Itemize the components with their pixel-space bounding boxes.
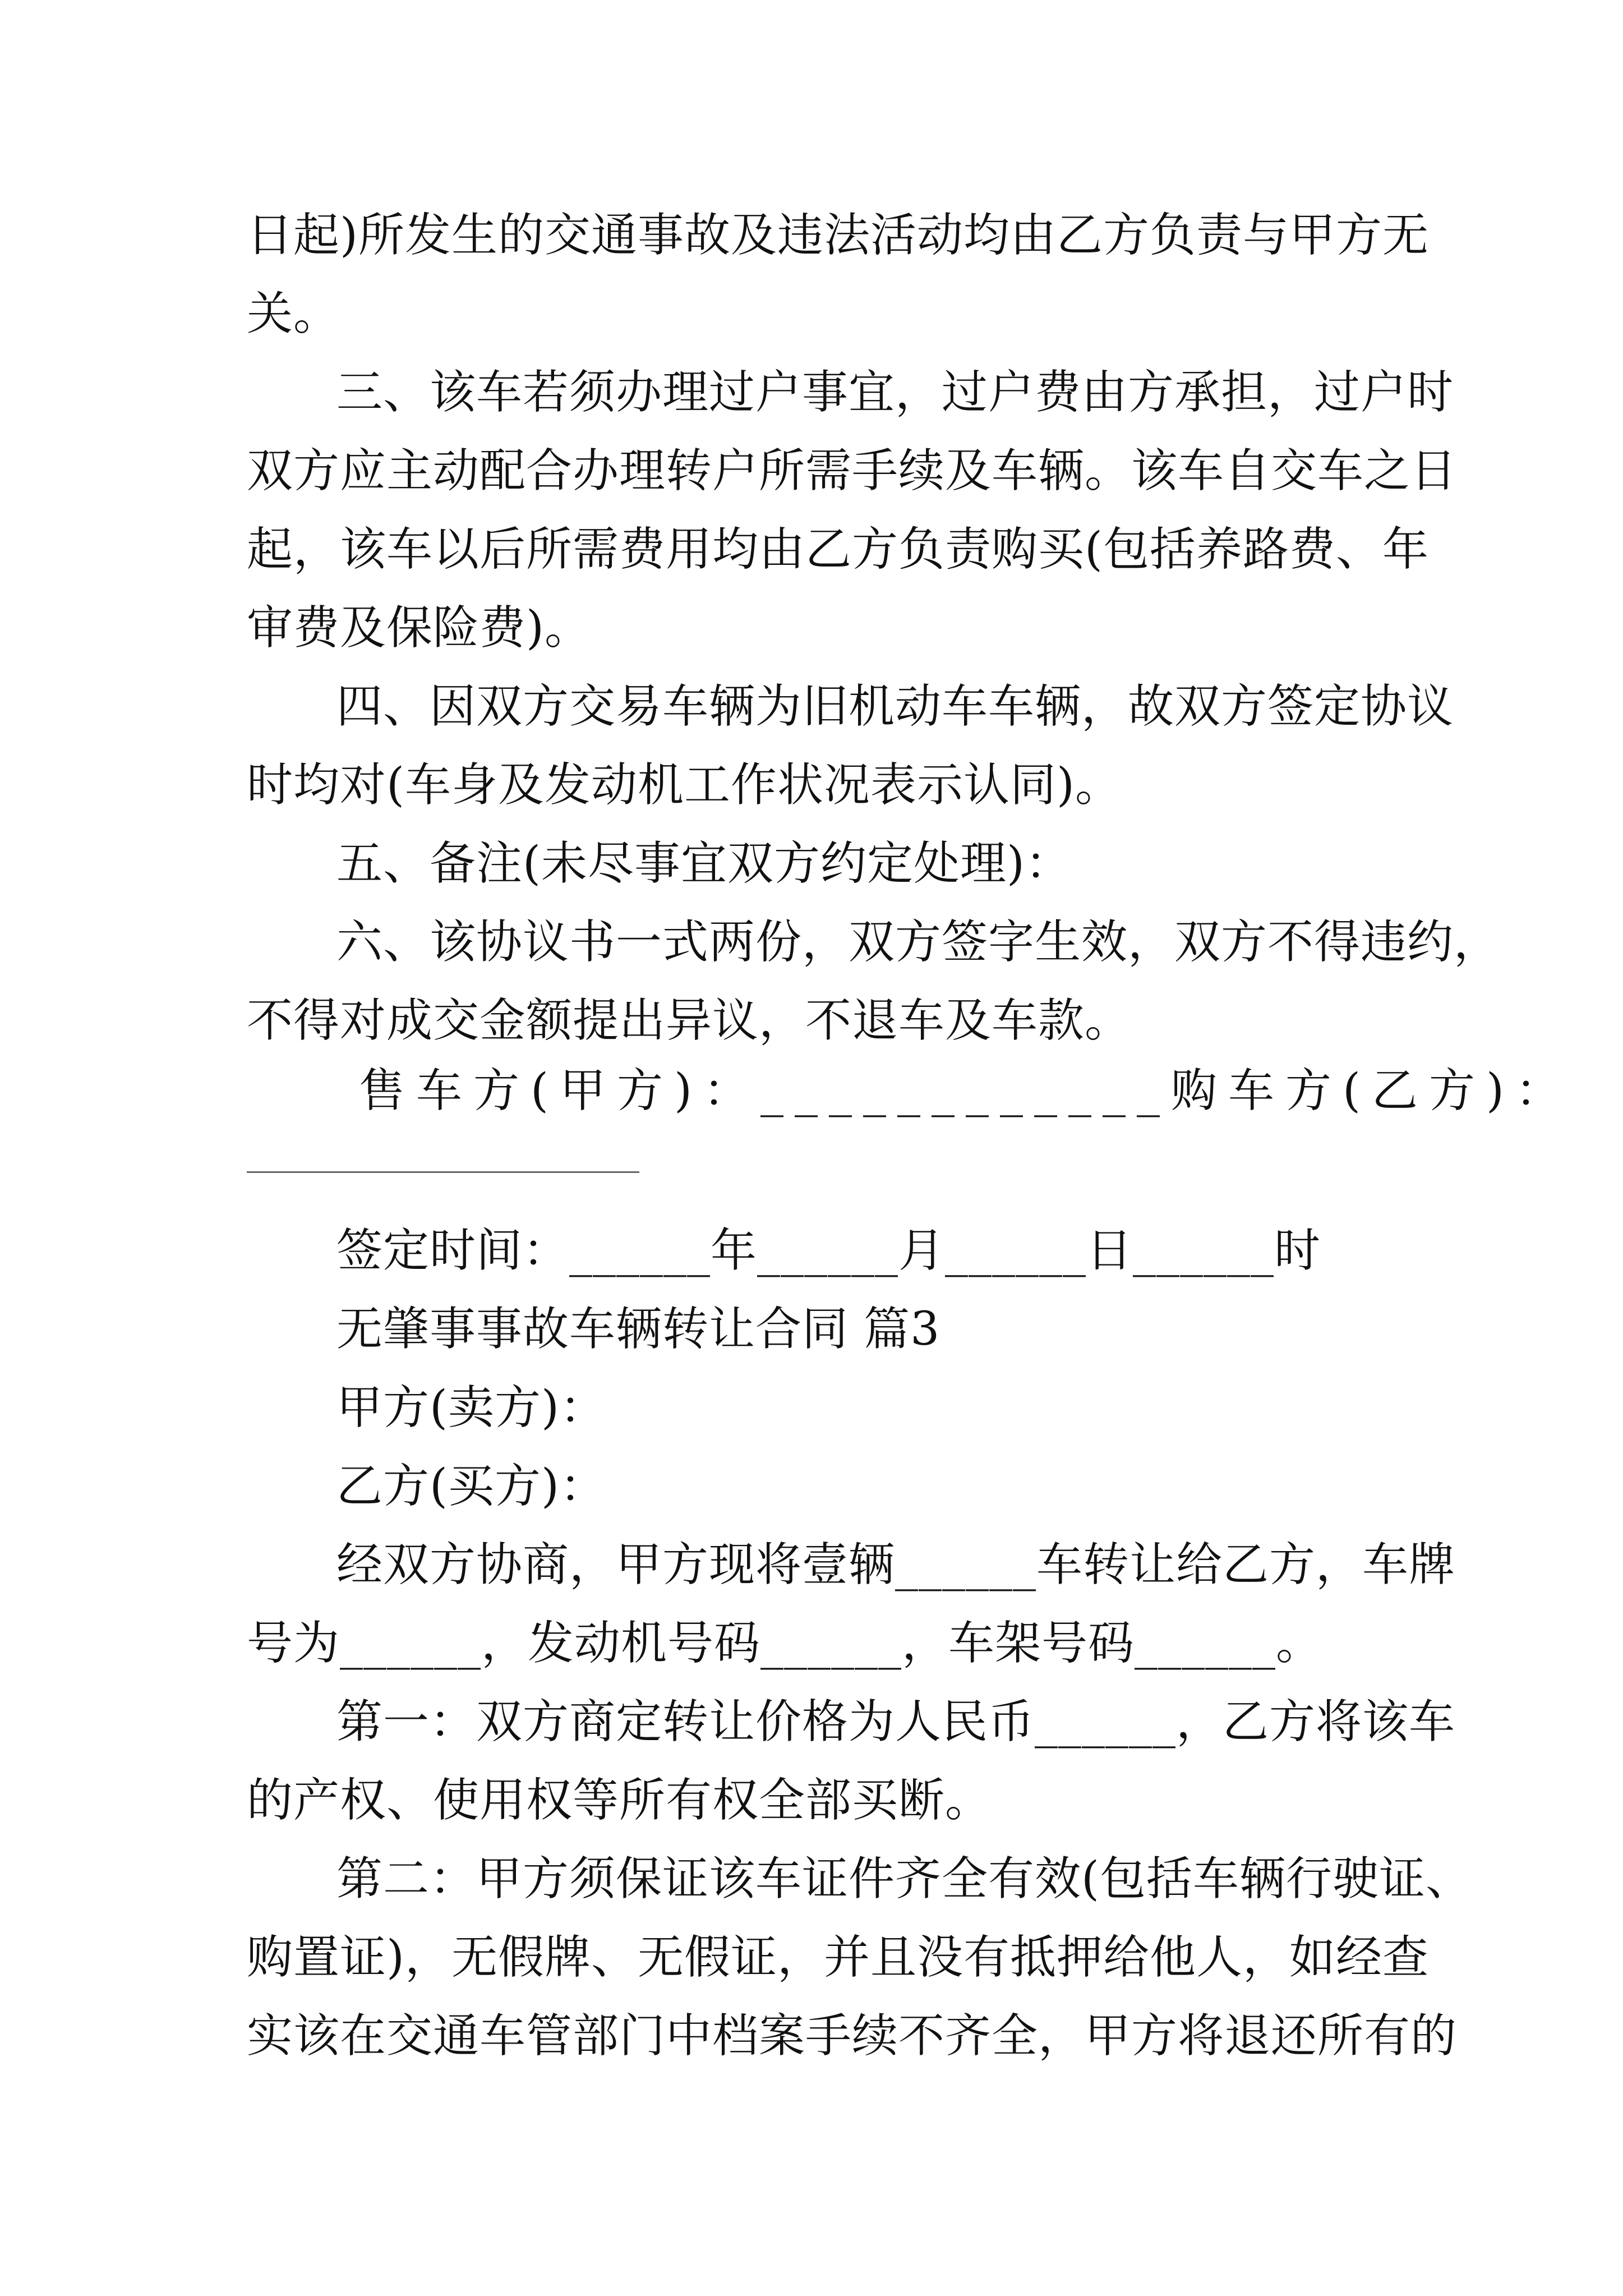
paragraph-line: 六、该协议书一式两份，双方签字生效，双方不得违约， [336,915,1501,969]
paragraph-line: 双方应主动配合办理转户所需手续及车辆。该车自交车之日 [247,444,1458,498]
paragraph-line: 时均对(车身及发动机工作状况表示认同)。 [247,758,1122,812]
paragraph-line: 四、因双方交易车辆为旧机动车车辆，故双方签定协议 [336,680,1454,733]
paragraph-line: 起，该车以后所需费用均由乙方负责购买(包括养路费、年 [247,523,1429,576]
paragraph-line: 号为______，发动机号码______，车架号码______。 [247,1617,1323,1670]
paragraph-line: 审费及保险费)。 [247,601,591,655]
party-b: 乙方(买方)： [336,1460,606,1513]
paragraph-line: 五、备注(未尽事宜双方约定处理)： [336,837,1072,890]
signature-line: 售车方(甲方)：____________购车方(乙方)： [359,1064,1573,1117]
paragraph-line: 实该在交通车管部门中档案手续不齐全，甲方将退还所有的 [247,2009,1458,2063]
signature-blank-rule [247,1171,639,1173]
sign-time: 签定时间：______年______月______日______时 [336,1224,1321,1277]
paragraph-line: 第一：双方商定转让价格为人民币______，乙方将该车 [336,1695,1456,1749]
paragraph-line: 第二：甲方须保证该车证件齐全有效(包括车辆行驶证、 [336,1852,1472,1906]
section-title: 无肇事事故车辆转让合同 篇3 [336,1303,940,1356]
paragraph-line: 不得对成交金额提出异议，不退车及车款。 [247,994,1132,1047]
paragraph-line: 的产权、使用权等所有权全部买断。 [247,1774,992,1827]
party-a: 甲方(卖方)： [336,1381,606,1434]
paragraph-line: 购置证)，无假牌、无假证，并且没有抵押给他人，如经查 [247,1931,1429,1984]
paragraph-line: 日起)所发生的交通事故及违法活动均由乙方负责与甲方无 [247,209,1429,262]
paragraph-line: 经双方协商，甲方现将壹辆______车转让给乙方，车牌 [336,1538,1456,1591]
paragraph-line: 关。 [247,287,340,341]
paragraph-line: 三、该车若须办理过户事宜，过户费由方承担，过户时 [336,366,1454,419]
